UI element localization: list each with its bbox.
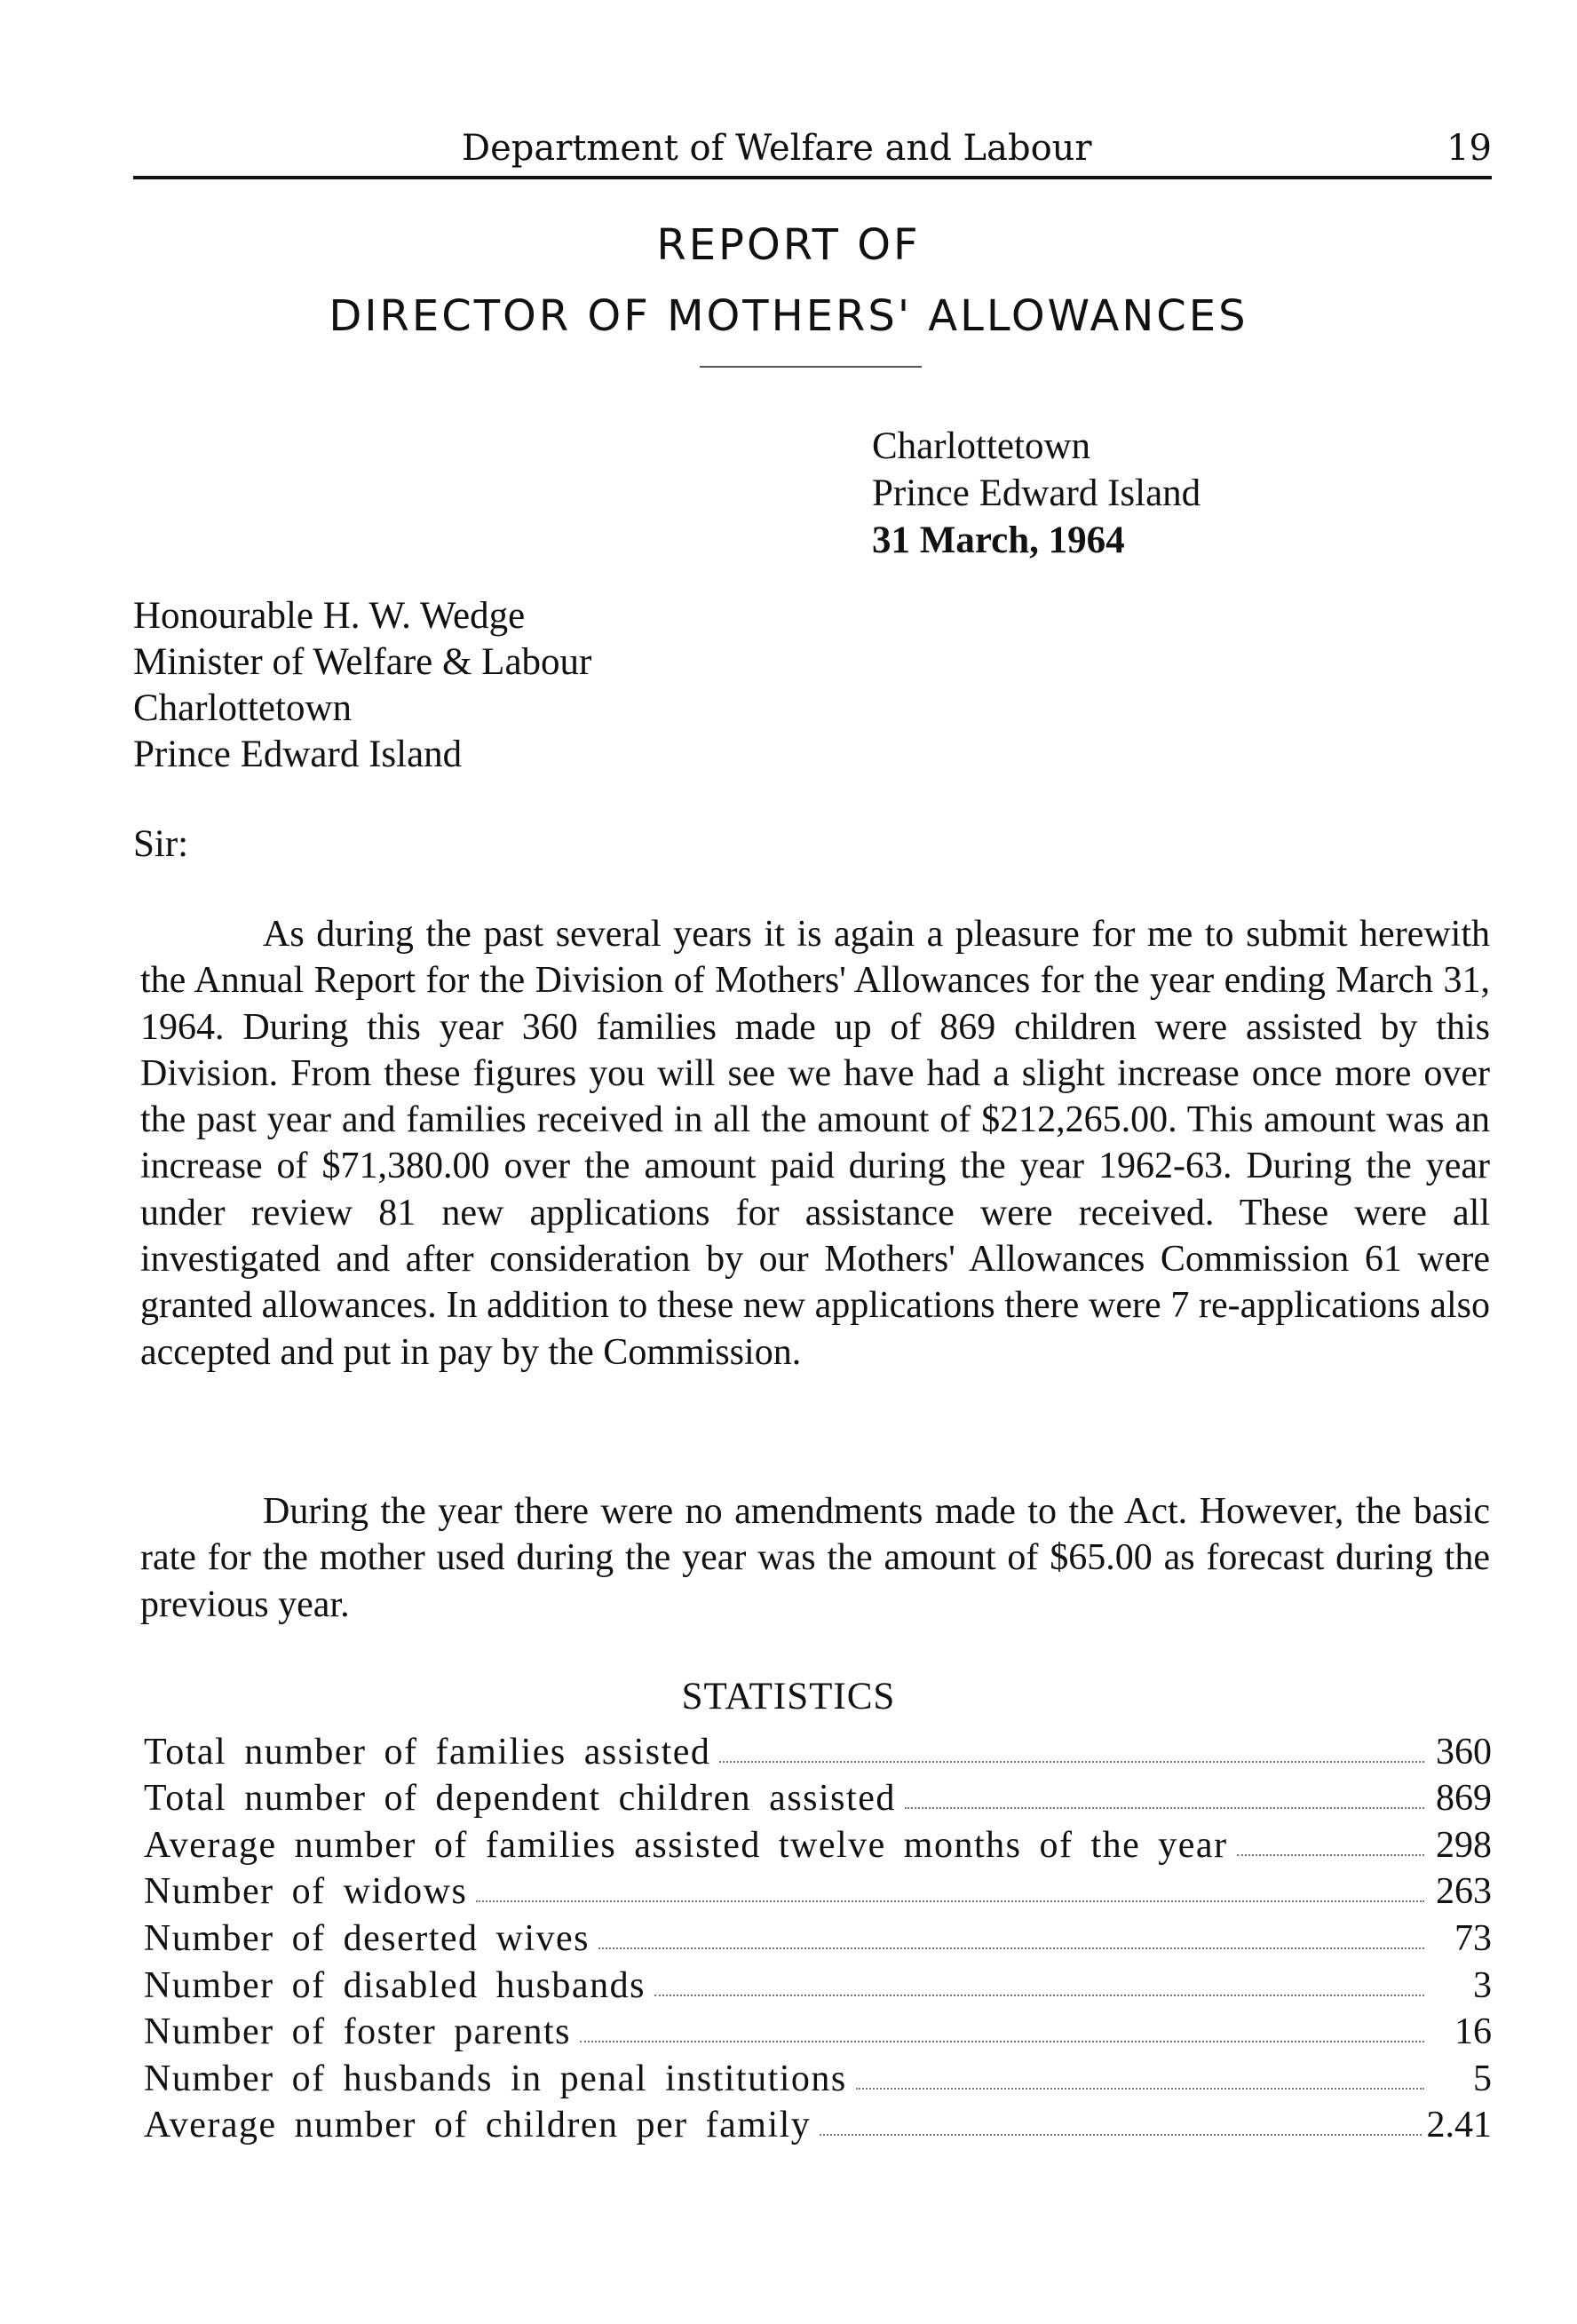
stat-value: 2.41 [1426,2105,1492,2146]
stat-value: 3 [1473,1964,1492,2006]
addressee-block [133,593,591,778]
running-header [133,124,1492,178]
page-number: 19 [1446,128,1492,169]
stat-value: 16 [1454,2011,1492,2053]
dot-leader [905,1807,1424,1809]
stat-value: 73 [1454,1917,1492,1959]
stat-label: Average number of families assisted twelve months of the year [144,1824,1228,1866]
stat-row [144,1773,1492,1820]
place-date-block [872,423,1201,564]
stat-value: 5 [1473,2058,1492,2099]
statistics-heading: STATISTICS [681,1676,896,1717]
stat-row [144,1960,1492,2007]
stat-row [144,2053,1492,2100]
title-divider [700,366,922,368]
report-date: 31 March, 1964 [872,520,1125,561]
salutation: Sir: [133,823,189,865]
header-rule [133,176,1492,179]
dot-leader [1237,1854,1424,1856]
stat-row [144,1820,1492,1867]
stat-label: Number of disabled husbands [144,1964,646,2006]
stat-label: Number of foster parents [144,2011,572,2053]
stat-value: 298 [1436,1824,1492,1866]
dot-leader [820,2134,1421,2136]
stat-row [144,1867,1492,1914]
stat-label: Total number of dependent children assisted [144,1778,896,1820]
addressee-city: Charlottetown [133,687,353,729]
stat-row [144,1726,1492,1773]
place-city: Charlottetown [872,425,1091,467]
dot-leader [598,1947,1424,1949]
report-title-line-2: DIRECTOR OF MOTHERS' ALLOWANCES [329,291,1248,341]
addressee-province: Prince Edward Island [133,734,463,775]
stat-label: Average number of children per family [144,2105,812,2146]
paragraph-2: During the year there were no amendments made to the Act. However, the basic rate for the mother used during the year was the amount of $65.00 as forecast during the previous year. [140,1491,1490,1625]
stat-value: 263 [1436,1871,1492,1913]
dot-leader [856,2088,1424,2090]
stat-value: 360 [1436,1731,1492,1773]
dot-leader [476,1900,1424,1902]
dot-leader [719,1761,1424,1763]
stat-row [144,2100,1492,2147]
statistics-list [144,1726,1492,2146]
stat-label: Total number of families assisted [144,1731,711,1773]
stat-label: Number of widows [144,1871,468,1913]
stat-value: 869 [1436,1778,1492,1820]
addressee-name: Honourable H. W. Wedge [133,595,526,637]
dot-leader [580,2041,1424,2042]
report-title-line-1: REPORT OF [656,220,921,270]
stat-row [144,2007,1492,2054]
stat-label: Number of deserted wives [144,1917,590,1959]
dot-leader [654,1995,1424,1996]
stat-row [144,1913,1492,1960]
paragraph-1: As during the past several years it is again a pleasure for me to submit herewith the Annual Report for the Division of Mothers' Allowances for the year ending March 31, 1964. During this year 360 families made up of 869 children were assisted by this Division. From these figures you will see we have had a slight increase once more over the past year and families received in all the amount of $212,265.00. This amount was an increase of $71,380.00 over the amount paid during the year 1962-63. During the year under review 81 new applications for assistance were received. These were all investigated and after consideration by our Mothers' Allowances Commission 61 were granted allowances. In addition to these new applications there were 7 re-applications also accepted and put in pay by the Commission. [140,914,1490,1373]
stat-label: Number of husbands in penal institutions [144,2058,847,2099]
addressee-position: Minister of Welfare & Labour [133,641,592,683]
running-title: Department of Welfare and Labour [462,128,1092,169]
place-province: Prince Edward Island [872,472,1201,514]
